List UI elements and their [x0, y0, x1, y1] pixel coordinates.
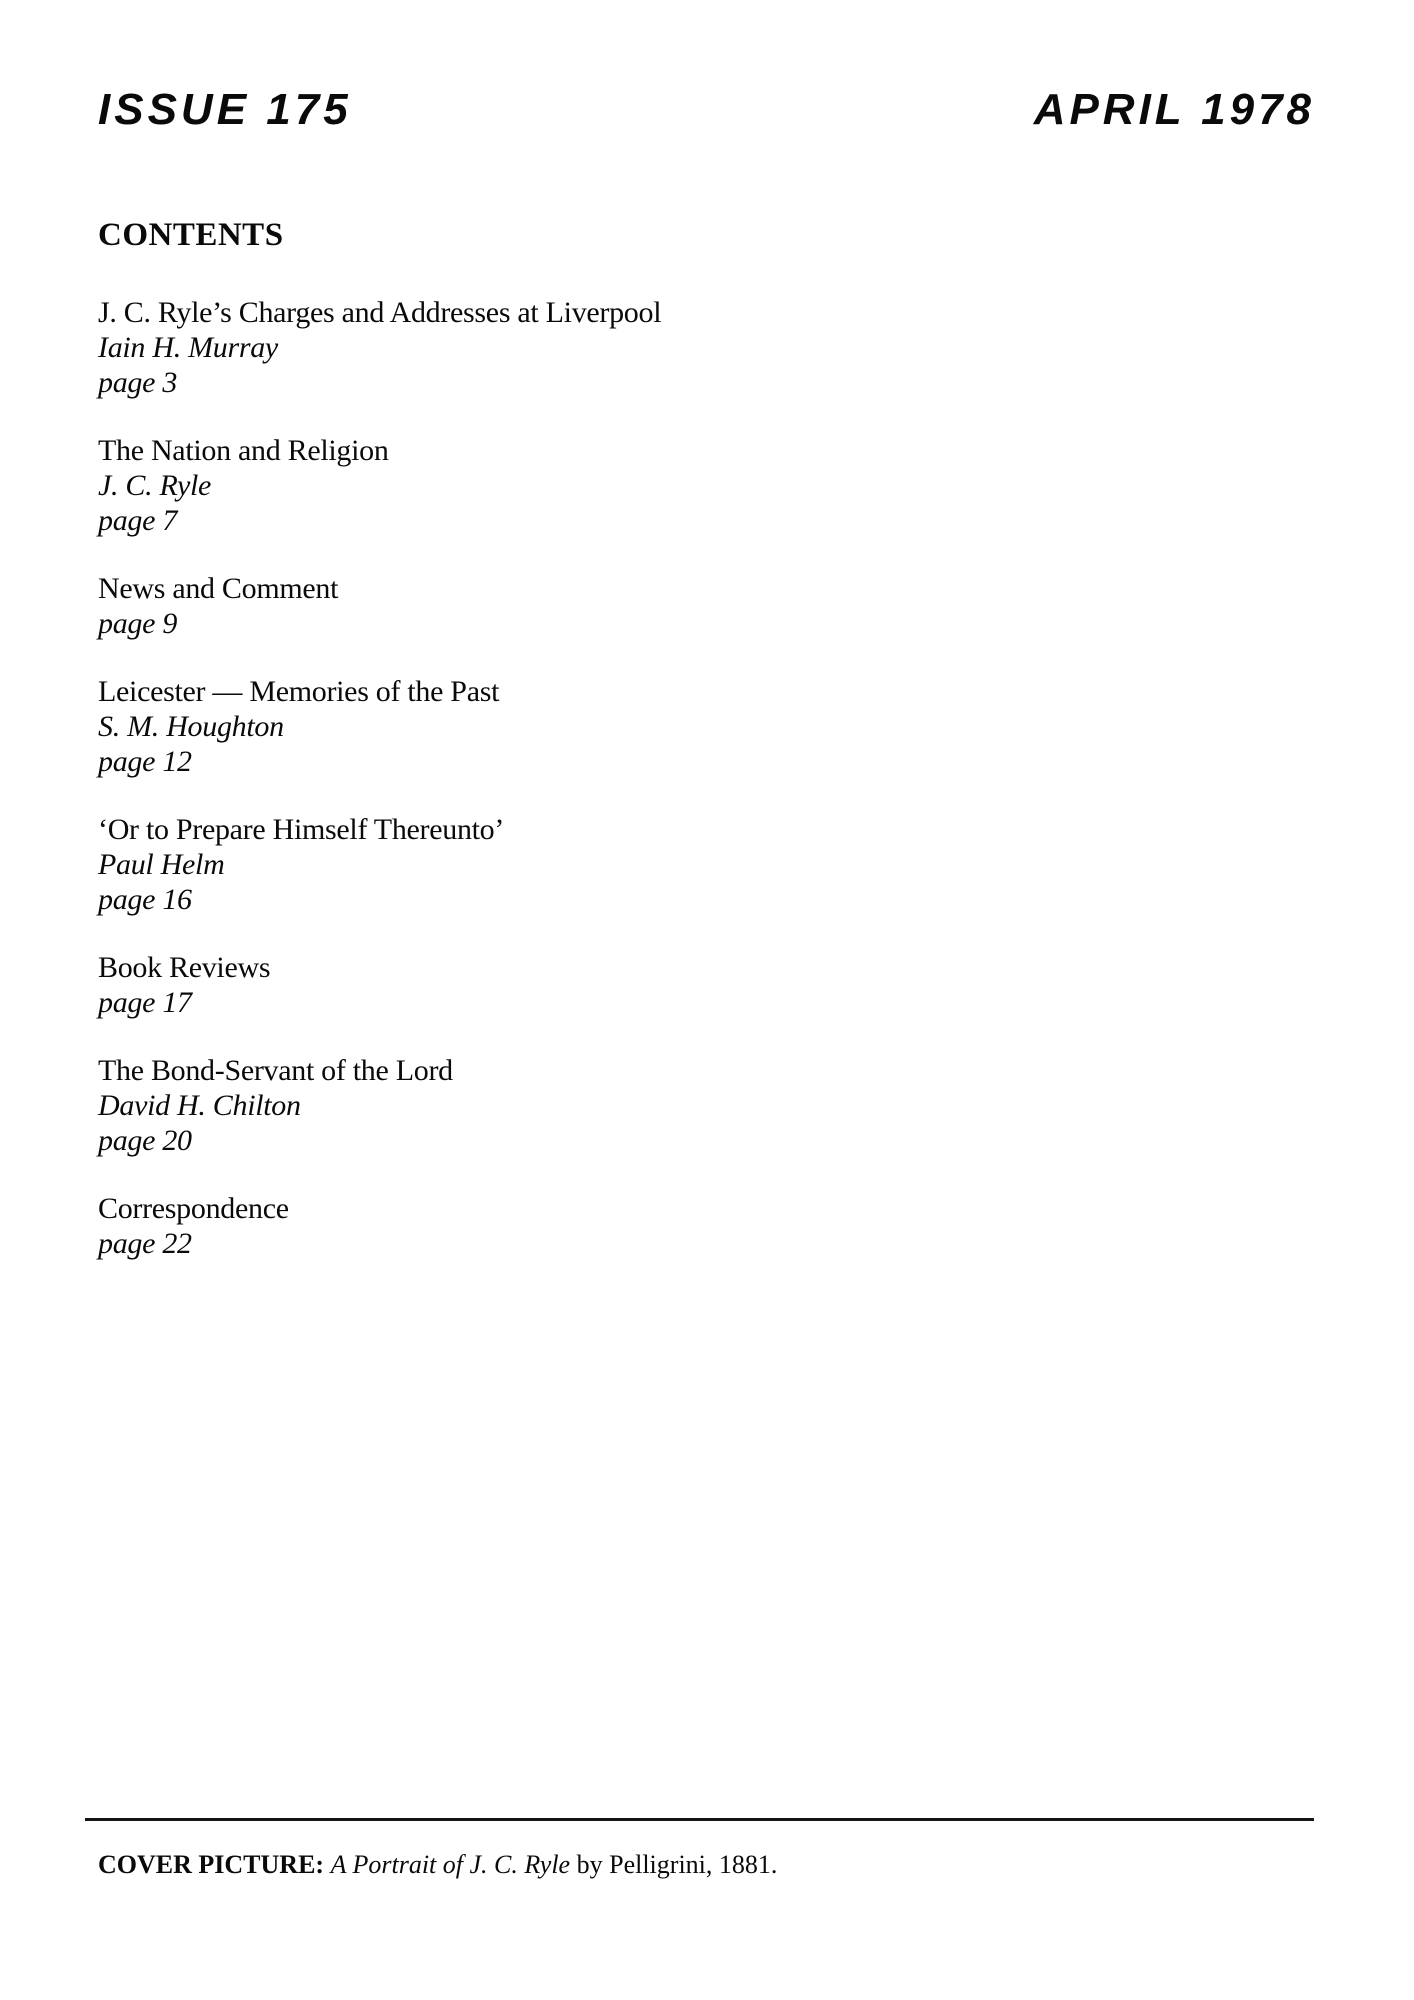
toc-entry-page: page 20 [98, 1124, 192, 1157]
toc-entry-title: Leicester — Memories of the Past [98, 675, 500, 708]
cover-picture-credit: by Pelligrini, 1881. [576, 1850, 778, 1879]
toc-entry-author: J. C. Ryle [98, 469, 212, 502]
contents-heading: CONTENTS [98, 217, 284, 253]
toc-entry-title: The Nation and Religion [98, 434, 389, 467]
toc-entry-author: Paul Helm [98, 848, 225, 881]
toc-entry-title: The Bond-Servant of the Lord [98, 1054, 453, 1087]
toc-entry [98, 812, 998, 917]
toc-entry [98, 1053, 998, 1158]
cover-picture-note [98, 1850, 777, 1880]
footer-divider [85, 1818, 1314, 1821]
cover-picture-label: COVER PICTURE: [98, 1850, 325, 1879]
toc-entry [98, 674, 998, 779]
toc-entry [98, 1191, 998, 1261]
toc-entry-title: ‘Or to Prepare Himself Thereunto’ [98, 813, 505, 846]
issue-number: ISSUE 175 [98, 85, 352, 134]
toc-entry [98, 295, 998, 400]
toc-entry-page: page 3 [98, 366, 178, 399]
toc-entry-title: News and Comment [98, 572, 339, 605]
toc-entry-author: David H. Chilton [98, 1089, 301, 1122]
toc-entry [98, 433, 998, 538]
issue-date: APRIL 1978 [1033, 85, 1315, 134]
page-header [98, 85, 1315, 134]
contents-list [98, 295, 998, 1294]
toc-entry-title: Correspondence [98, 1192, 289, 1225]
toc-entry-author: Iain H. Murray [98, 331, 278, 364]
toc-entry-title: Book Reviews [98, 951, 271, 984]
toc-entry [98, 950, 998, 1020]
toc-entry-page: page 12 [98, 745, 192, 778]
toc-entry-page: page 7 [98, 504, 178, 537]
toc-entry-page: page 22 [98, 1227, 192, 1260]
toc-entry [98, 571, 998, 641]
toc-entry-author: S. M. Houghton [98, 710, 284, 743]
toc-entry-page: page 16 [98, 883, 192, 916]
cover-picture-title: A Portrait of J. C. Ryle [330, 1850, 571, 1879]
toc-entry-title: J. C. Ryle’s Charges and Addresses at Liverpool [98, 296, 662, 329]
toc-entry-page: page 9 [98, 607, 178, 640]
toc-entry-page: page 17 [98, 986, 192, 1019]
